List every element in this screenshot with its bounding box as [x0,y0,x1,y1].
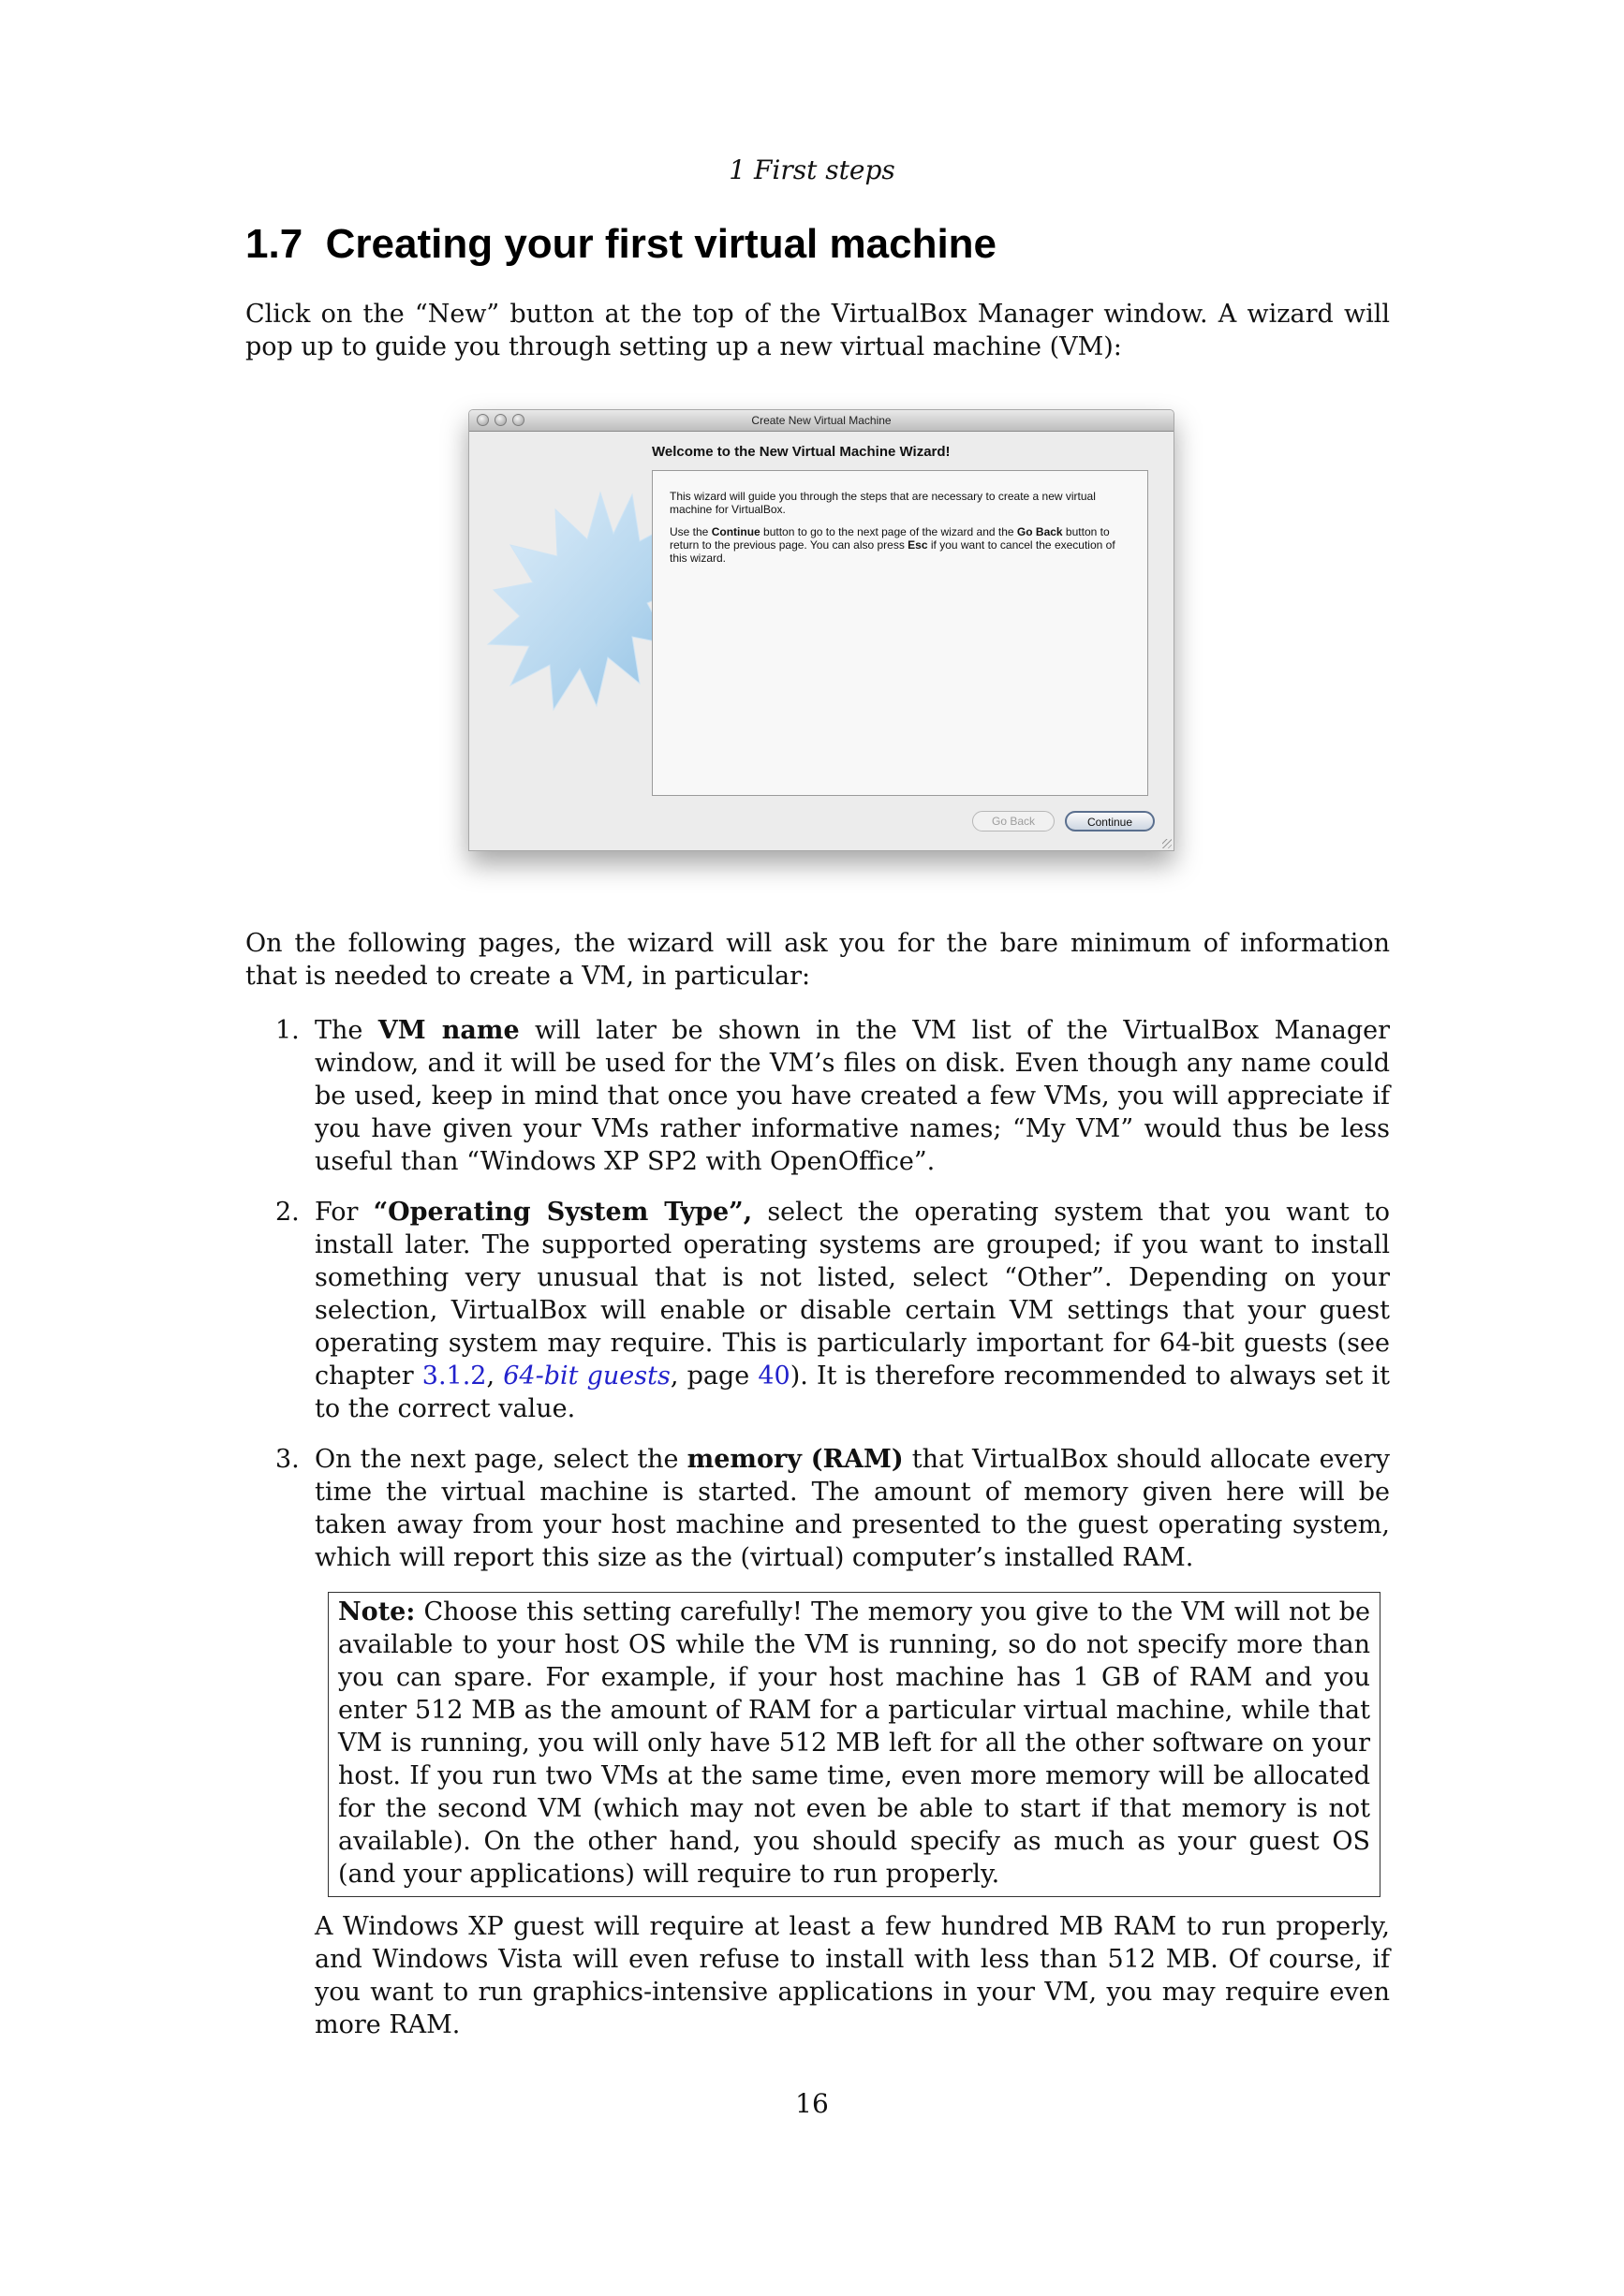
list-text: will later be shown in the VM list of the VirtualBox Manager window, and it will be used for the VM’s files on disk. Even though any name could be used, keep in mind that once you have created a few VMs, you will appreciate if you have given your VMs rather informative names; “My VM” would thus be less useful than “Windows XP SP2 with OpenOffice”. [315,1016,1391,1176]
info-paragraph-1: This wizard will guide you through the steps that are necessary to create a new virtual machine for VirtualBox. [670,490,1096,516]
info-text: Use the [670,525,712,538]
note-label: Note: [338,1597,416,1626]
info-paragraph-2 [670,525,1130,565]
page-link[interactable]: 40 [758,1361,790,1391]
note-text: Choose this setting carefully! The memory you give to the VM will not be available to your host OS while the VM is running, so do not specify more than you can spare. For example, if your host machine has 1 GB of RAM and you enter 512 MB as the amount of RAM for a particular virtual machine, while that VM is running, you will only have 512 MB left for all the other software on your host. If you run two VMs at the same time, even more memory will be allocated for the second VM (which may not even be able to start if that memory is not available). On the other hand, you should specify as much as your guest OS (and your applications) will require to run properly. [338,1597,1370,1889]
window-titlebar [469,410,1174,432]
resize-grip-icon[interactable] [1162,839,1172,848]
list-text: For [315,1198,374,1227]
list-text: that VirtualBox should allocate every time the virtual machine is started. The amount of memory given here will be taken away from your host machine and presented to the guest operating system, which will report this size as the (virtual) computer’s installed RAM. [315,1445,1391,1572]
info-text: if you want to cancel the execution of this wizard. [670,538,1115,565]
requirements-list [245,1014,1390,1592]
list-item [245,1014,1390,1178]
intro-paragraph: Click on the “New” button at the top of the VirtualBox Manager window. A wizard will pop up to guide you through setting up a new virtual machine (VM): [245,300,1390,361]
esc-keyword: Esc [908,538,928,552]
info-text: button to go to the next page of the wizard and the [760,525,1017,538]
list-text: On the next page, select the [315,1445,687,1474]
section-title-text: Creating your first virtual machine [325,221,997,267]
list-number: 1. [275,1016,300,1045]
wizard-screenshot [468,409,1174,851]
go-back-keyword: Go Back [1016,525,1063,538]
list-text: ). It is therefore recommended to always set it to the correct value. [315,1361,1390,1423]
list-bold-term: VM name [377,1016,520,1045]
continue-keyword: Continue [711,525,760,538]
list-bold-term: “Operating System Type”, [373,1198,753,1227]
list-text: , page [670,1361,759,1391]
list-number: 3. [275,1445,300,1474]
chapter-link[interactable]: 3.1.2 [421,1361,487,1391]
list-number: 2. [275,1198,300,1227]
section-title [245,221,997,268]
list-text: select the operating system that you want to install later. The supported operating systems are grouped; if you want to install something very unusual that is not listed, select “Other”. Depending on your selection, VirtualBox will enable or disable certain VM settings that your guest operating system may require. This is particularly important for 64-bit guests (see chapter [315,1198,1390,1391]
info-text: button to return to the previous page. You can also press [670,525,1110,552]
go-back-button[interactable]: Go Back [972,811,1055,832]
continue-button[interactable]: Continue [1065,811,1155,832]
windows-paragraph: A Windows XP guest will require at least a few hundred MB RAM to run properly, and Windows Vista will even refuse to install with less than 512 MB. Of course, if you want to run graphics-intensive applications in your VM, you may require even more RAM. [315,1912,1390,2039]
section-number: 1.7 [245,221,303,267]
page-number: 16 [795,2088,829,2119]
wizard-info-box [652,470,1148,796]
following-paragraph: On the following pages, the wizard will ask you for the bare minimum of information that is needed to create a VM, in particular: [245,929,1390,991]
wizard-heading: Welcome to the New Virtual Machine Wizard! [652,444,951,460]
list-text: The [315,1016,378,1045]
list-text: , [486,1361,504,1391]
list-item [245,1196,1390,1425]
window-title: Create New Virtual Machine [751,414,892,427]
list-item [245,1443,1390,1574]
running-head: 1 First steps [729,155,895,185]
list-bold-term: memory (RAM) [687,1445,904,1474]
note-box [328,1592,1380,1897]
section-name-link[interactable]: 64-bit guests [503,1361,671,1391]
